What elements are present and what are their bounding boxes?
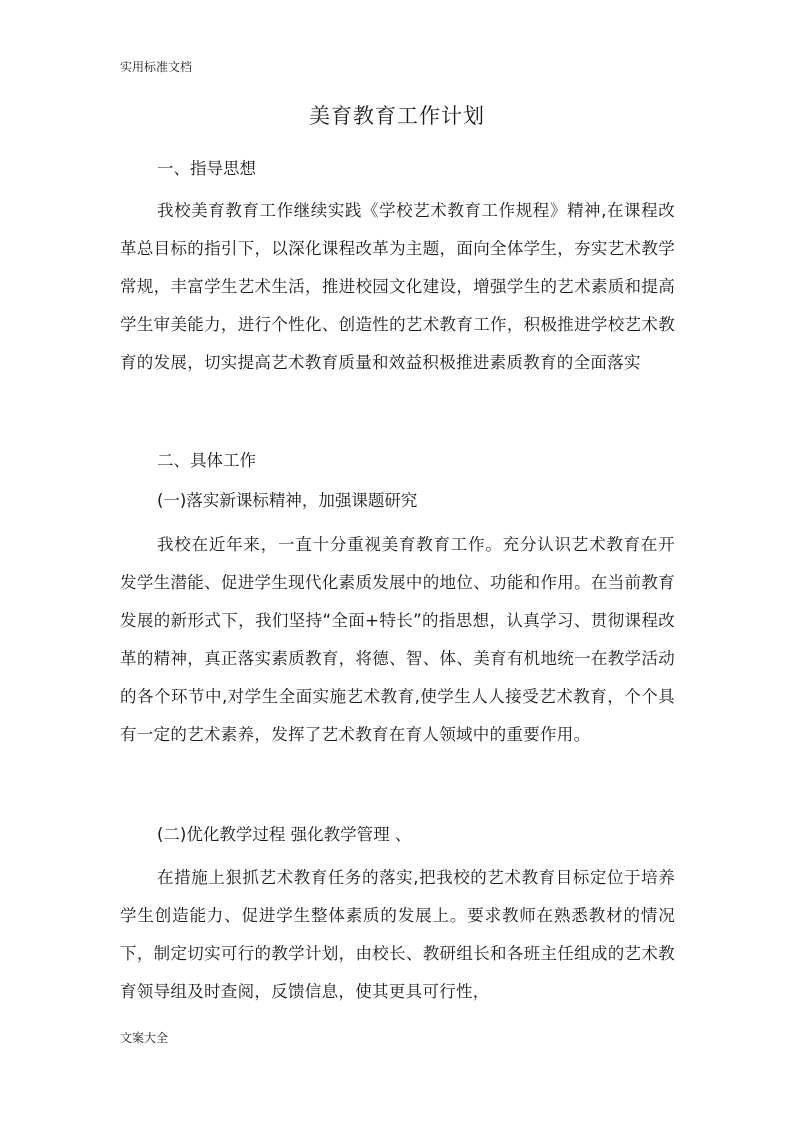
paragraph-new-curriculum: 我校在近年来，一直十分重视美育教育工作。充分认识艺术教育在开发学生潜能、促进学生现代化素质发展中的地位、功能和作用。在当前教育发展的新形式下，我们坚持“全面+特长”的指思想，认真学习、贯彻课程改革的精神，真正落实素质教育，将德、智、体、美育有机地统一在教学活动的各个环节中,对学生全面实施艺术教育,使学生人人接受艺术教育，个个具有一定的艺术素养，发挥了艺术教育在育人领域中的重要作用。 [120, 535, 675, 744]
section-heading-specific-work: 二、具体工作 [157, 451, 256, 470]
header-label: 实用标准文档 [120, 60, 193, 74]
paragraph-teaching-process: 在措施上狠抓艺术教育任务的落实,把我校的艺术教育目标定位于培养学生创造能力、促进学生整体素质的发展上。要求教师在熟悉教材的情况下，制定切实可行的教学计划，由校长、教研组长和各班主任组成的艺术教育领导组及时查阅，反馈信息，使其更具可行性， [120, 868, 675, 1001]
section-heading-guiding-ideology: 一、指导思想 [157, 159, 256, 178]
document-title: 美育教育工作计划 [309, 104, 485, 128]
subsection-heading-teaching-process: (二)优化教学过程 强化教学管理 、 [157, 825, 412, 844]
paragraph-guiding-ideology: 我校美育教育工作继续实践《学校艺术教育工作规程》精神,在课程改革总目标的指引下，以深化课程改革为主题，面向全体学生，夯实艺术教学常规，丰富学生艺术生活，推进校园文化建设，增强学生的艺术素质和提高学生审美能力，进行个性化、创造性的艺术教育工作，积极推进学校艺术教育的发展，切实提高艺术教育质量和效益积极推进素质教育的全面落实 [120, 201, 675, 372]
subsection-heading-new-curriculum: (一)落实新课标精神，加强课题研究 [157, 491, 418, 510]
footer-label: 文案大全 [120, 1031, 169, 1045]
